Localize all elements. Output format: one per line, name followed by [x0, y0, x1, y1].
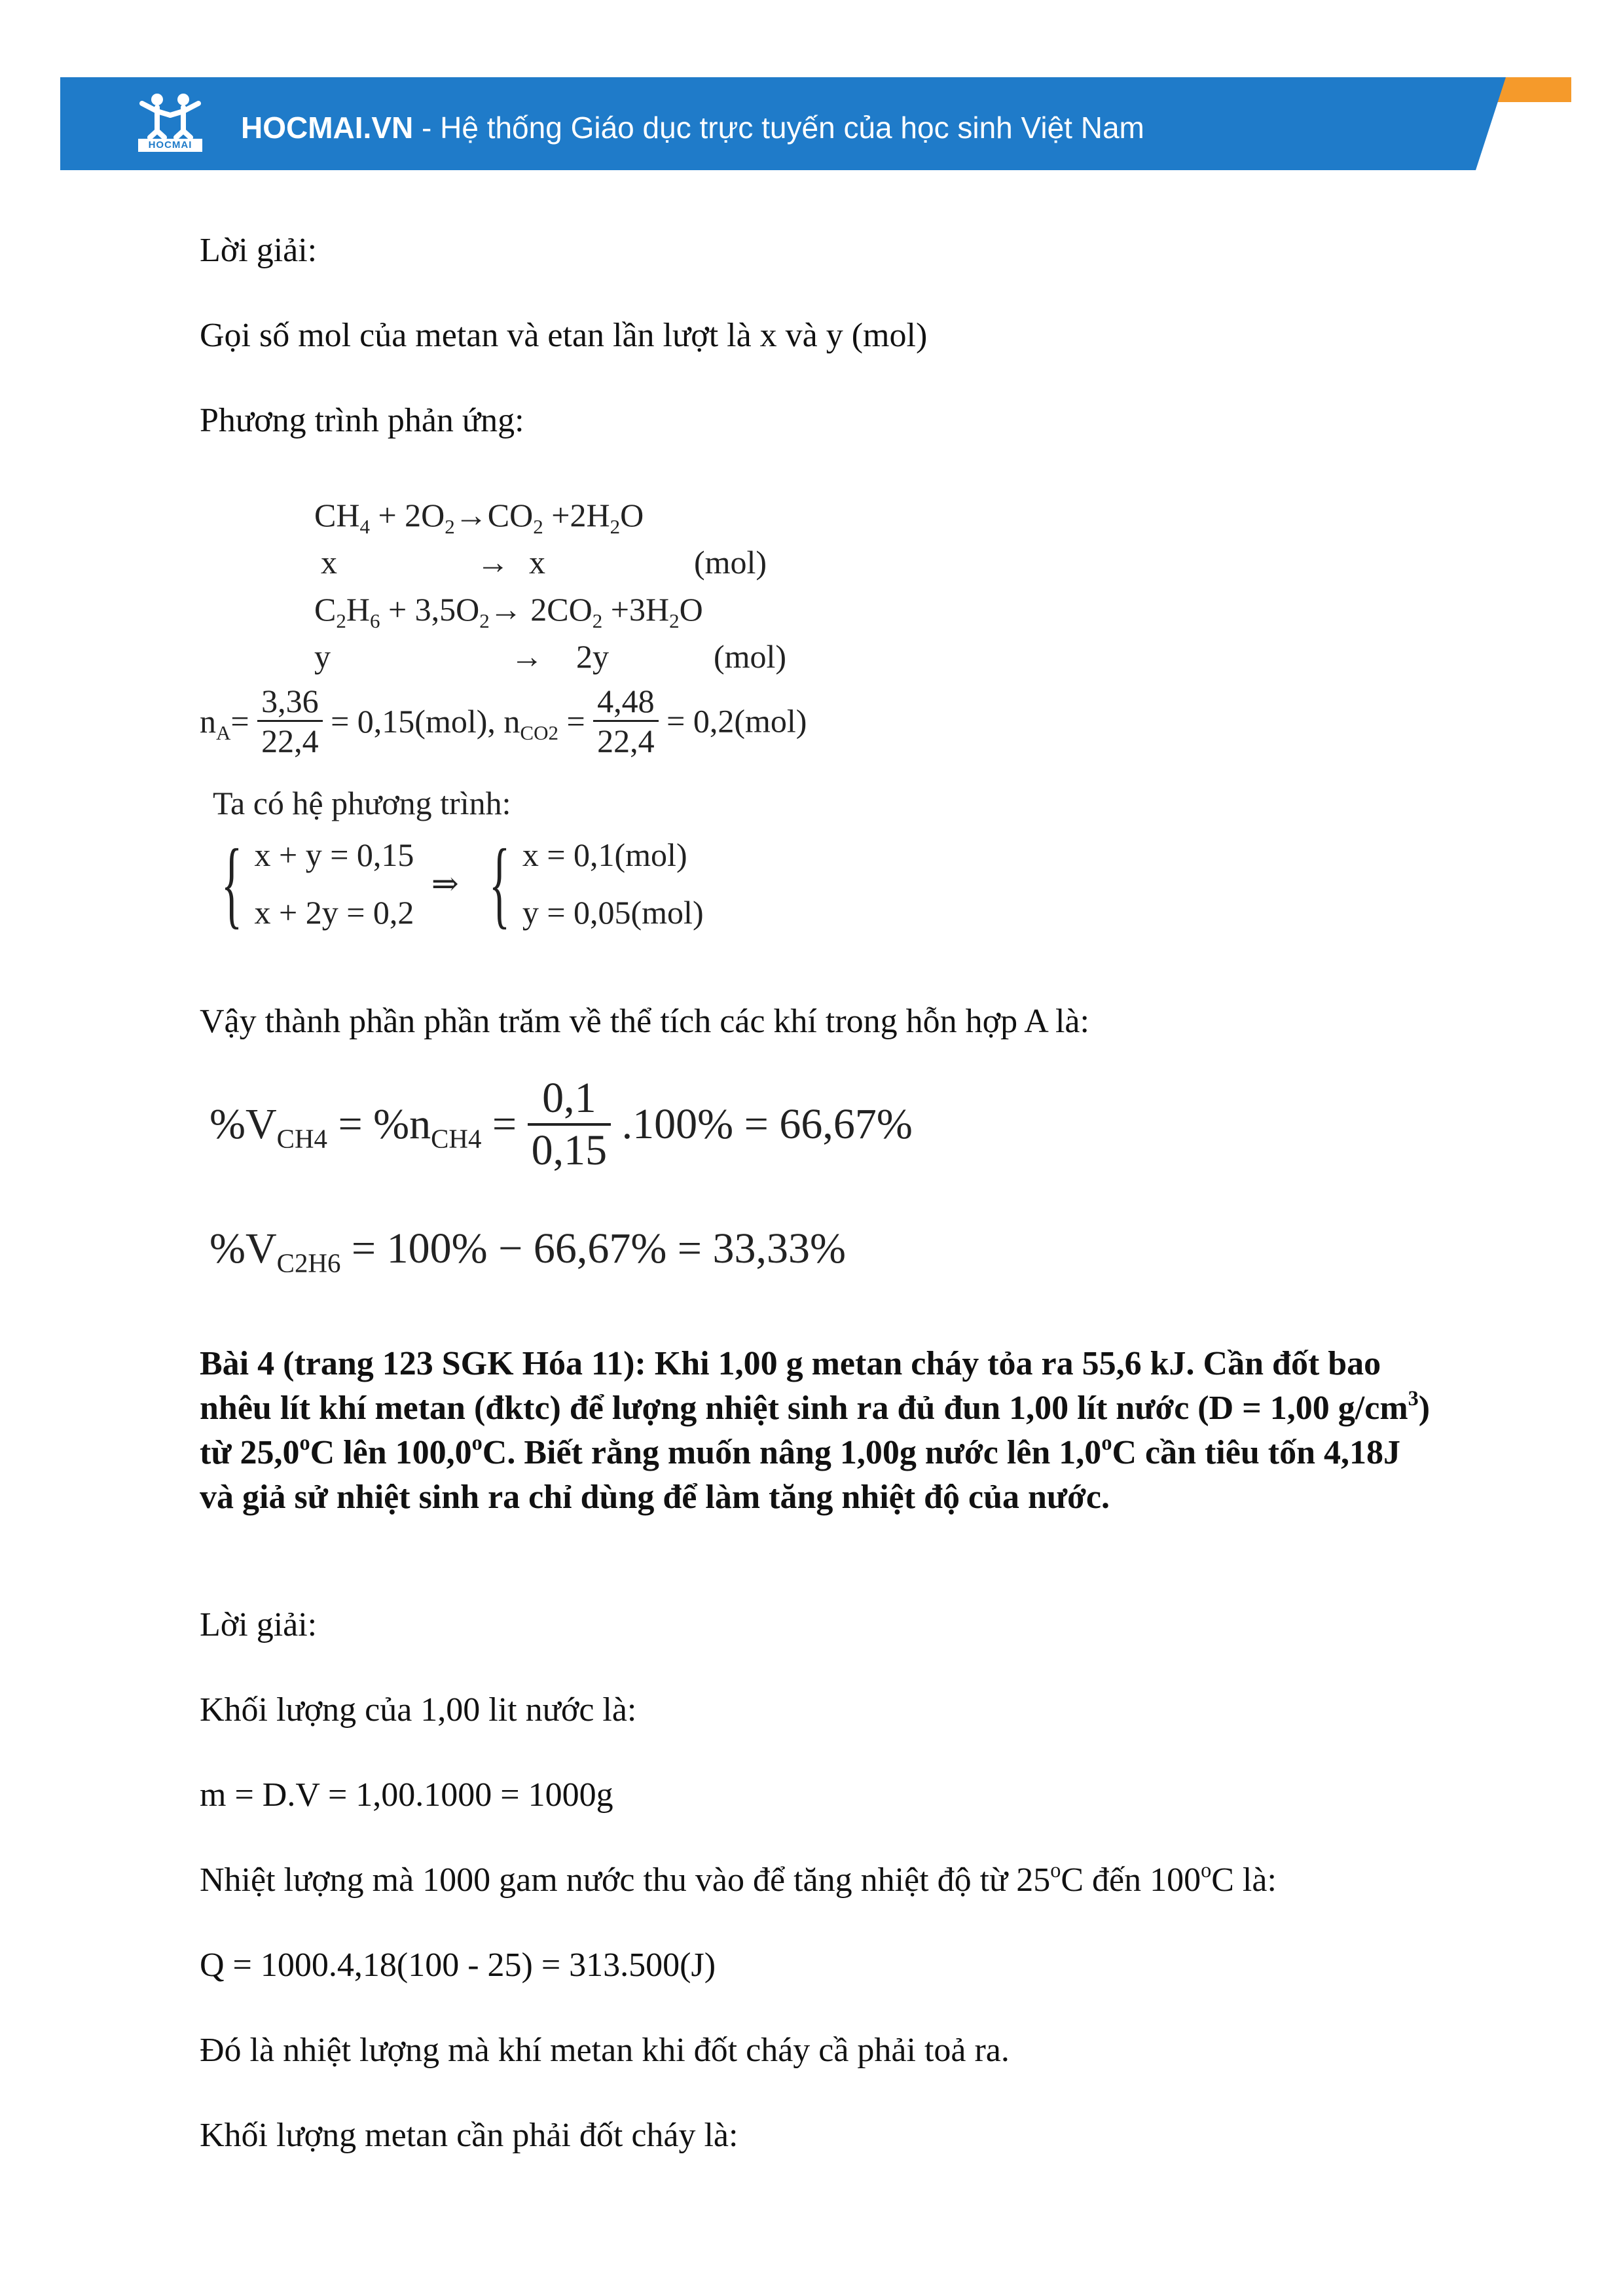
- q-equation: Q = 1000.4,18(100 - 25) = 313.500(J): [200, 1946, 716, 1984]
- hocmai-logo[interactable]: [134, 92, 206, 157]
- fraction-na: $\frac{3,36}{22,4}$: [257, 682, 323, 760]
- reaction-2: $C_2H_6 + 3,5O_2\to 2CO_2 +3H_2O$: [314, 591, 703, 632]
- mass-label: Khối lượng của 1,00 lit nước là:: [200, 1691, 637, 1729]
- left-brace-icon: {: [489, 829, 511, 938]
- note-line: Đó là nhiệt lượng mà khí metan khi đốt cháy cầ phải toả ra.: [200, 2032, 1010, 2069]
- reaction-1: $CH_4 + 2O_2\to CO_2 +2H_2O$: [314, 497, 644, 538]
- solution-label-2: Lời giải:: [200, 1606, 318, 1643]
- site-tagline: - Hệ thống Giáo dục trực tuyến của học sinh Việt Nam: [413, 111, 1144, 145]
- heat-line: Nhiệt lượng mà 1000 gam nước thu vào để tăng nhiệt độ từ 25$^o$C đến 100$^o$C là:: [200, 1858, 1277, 1899]
- solution-label-1: Lời giải:: [200, 232, 318, 269]
- equation-system: { x + y = 0,15 x + 2y = 0,2 ⇒ { x = 0,1(mol) y = 0,05(mol): [221, 829, 704, 938]
- percent-ch4: $\%V_{CH4} = \%n_{CH4}$ = $\frac{0,1}{0,15}$ .100% = 66,67%: [210, 1074, 913, 1174]
- mass-equation: m = D.V = 1,00.1000 = 1000g: [200, 1776, 613, 1814]
- left-brace-icon: {: [221, 829, 243, 938]
- banner-tail: [1355, 77, 1506, 170]
- people-icon: [134, 92, 206, 139]
- system-label: Ta có hệ phương trình:: [213, 785, 511, 821]
- reaction-label: Phương trình phản ứng:: [200, 402, 524, 439]
- fraction-percent: $\frac{0,1}{0,15}$: [528, 1073, 611, 1175]
- intro-line: Gọi số mol của metan và etan lần lượt là x và y (mol): [200, 317, 928, 354]
- percent-c2h6: $\%V_{C2H6} = 100\% - 66,67\% = 33,33\%$: [210, 1225, 847, 1278]
- fraction-nco2: $\frac{4,48}{22,4}$: [593, 682, 659, 760]
- site-name[interactable]: HOCMAI.VN: [241, 111, 414, 145]
- conclusion-line: Vậy thành phần phần trăm về thể tích các khí trong hỗn hợp A là:: [200, 1003, 1089, 1040]
- moles-equation: $n_A=$ $\frac{3,36}{22,4}$ = 0,15(mol), $n_{CO2}$ = $\frac{4,48}{22,4}$ = 0,2(mol): [200, 683, 807, 759]
- header-title: [241, 110, 1144, 145]
- logo-label: HOCMAI: [138, 139, 202, 152]
- methane-mass-line: Khối lượng metan cần phải đốt cháy là:: [200, 2117, 739, 2154]
- problem-4-statement: Bài 4 (trang 123 SGK Hóa 11): Khi 1,00 g metan cháy tỏa ra 55,6 kJ. Cần đốt bao nhêu lít khí metan (đktc) để lượng nhiệt sinh ra đủ đun 1,00 lít nước (D = 1,00 $g/cm^3$) từ 25,0$^o$C lên 100,0$^o$C. Biết rằng muốn nâng 1,00g nước lên 1,0$^o$C cần tiêu tốn 4,18J và giả sử nhiệt sinh ra chỉ dùng để làm tăng nhiệt độ của nước.: [200, 1345, 1431, 1516]
